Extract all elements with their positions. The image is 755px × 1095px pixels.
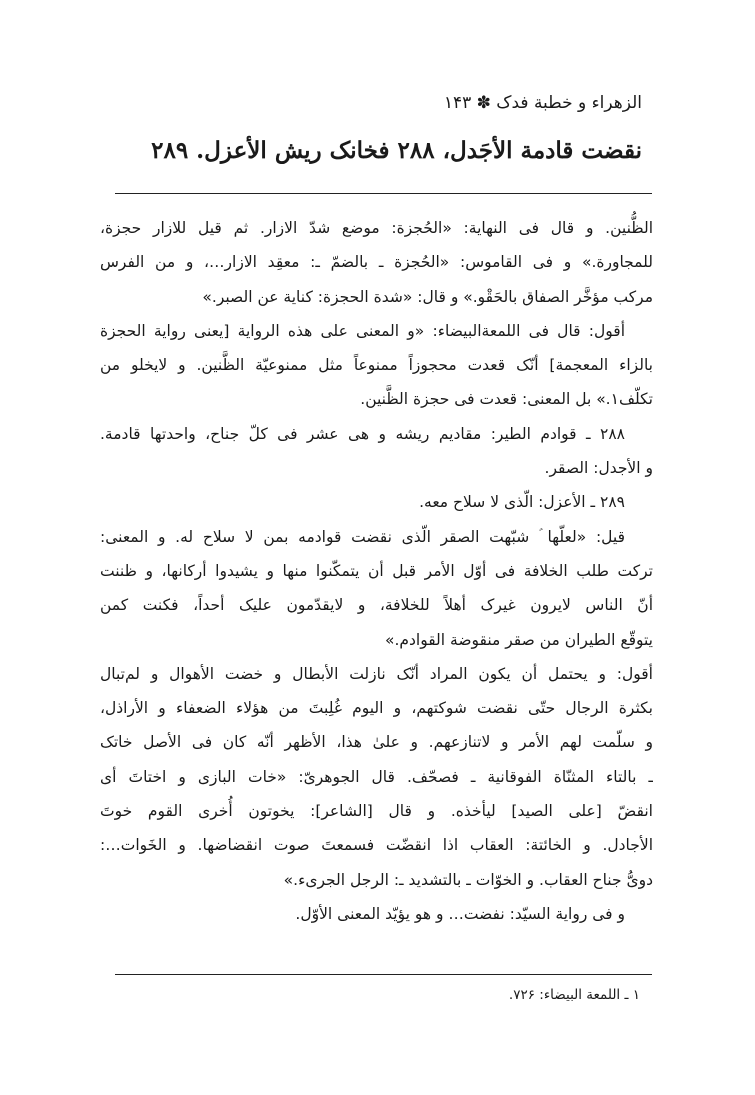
note-line: و سلّمت لهم الأمر و لاتنازعهم. و علیٰ هذا، الأظهر أنّه کان فی الأصل خاتک <box>100 733 653 752</box>
note-line: أقول: قال فی اللمعةالبیضاء: «و المعنی علی هذه الروایة [یعنی روایة الحجزة <box>100 321 625 340</box>
note-line: ـ بالتاء المثنّاة الفوقانیة ـ فصحّف. قال الجوهریّ: «خات البازی و اختاتَ أی <box>100 767 653 786</box>
note-line: ۲۸۹ ـ الأعزل: الّذی لا سلاح معه. <box>419 493 625 512</box>
note-line: و فی روایة السیّد: نفضت… و هو یؤیّد المعنی الأوّل. <box>295 904 625 923</box>
note-line: مرکب مؤخَّر الصفاق بالحَقْو.» و قال: «شدة الحجزة: کنایة عن الصبر.» <box>202 287 653 306</box>
note-line: بکثرة الرجال حتّی نقضت شوکتهم، و الیوم غُلِبتَ من هؤلاء الضعفاء و الأراذل، <box>100 699 653 718</box>
note-line: بالزاء المعجمة] أنّک قعدت محجوزاً ممنوعاً مثل ممنوعیّة الظَّنین. و لایخلو من <box>100 356 653 375</box>
note-line: للمجاورة.» و فی القاموس: «الحُجزة ـ بالضمّ ـ: معقِد الازار…، و من الفرس <box>100 253 653 272</box>
note-line: یتوقّع الطیران من صقر منقوضة القوادم.» <box>384 630 653 649</box>
commentary-notes <box>100 211 653 931</box>
note-line: الأجادل. و الخائتة: العقاب اذا انقضّت فسمعتَ صوت انقضاضها. و الخَوات…: <box>100 836 653 855</box>
note-line: أقول: و یحتمل أن یکون المراد أنّک نازلت الأبطال و خضت الأهوال و لم‌تبال <box>100 664 653 683</box>
top-divider <box>115 193 652 194</box>
footnote-divider <box>115 974 652 975</box>
running-head: الزهراء و خطبة فدک ✽ ۱۴۳ <box>443 93 642 113</box>
footnote: ۱ ـ اللمعة البیضاء: ۷۲۶. <box>508 987 640 1003</box>
note-line: تکلّف۱.» بل المعنی: قعدت فی حجزة الظَّنین. <box>360 390 653 409</box>
note-line: ۲۸۸ ـ قوادم الطیر: مقادیم ریشه و هی عشر فی کلّ جناح، واحدتها قادمة. <box>100 424 625 443</box>
note-line: الظُّنین. و قال فی النهایة: «الحُجزة: موضع شدّ الازار. ثم قیل للازار حجزة، <box>100 219 653 237</box>
sermon-verse: نقضت قادمة الأجَدل، ۲۸۸ فخانک ریش الأعزل. ۲۸۹ <box>151 137 642 164</box>
note-line: أنّ الناس لایرون غیرک أهلاً للخلافة، و لایقدّمون علیک أحداً، فکنت کمن <box>100 596 653 615</box>
note-line: دویُّ جناح العقاب. و الخوّات ـ بالتشدید ـ: الرجل الجریء.» <box>283 870 653 889</box>
note-line: و الأجدل: الصقر. <box>544 459 653 478</box>
note-line: انقضّ [علی الصید] لیأخذه. و قال [الشاعر]: یخوتون أُخری القوم خوتَ <box>100 802 653 821</box>
note-line: ترکت طلب الخلافة فی أوّل الأمر قبل أن یتمکّنوا منها و یشیدوا أرکانها، و ظننت <box>100 561 653 580</box>
note-line: قیل: «لعلّها ؑ شبّهت الصقر الّذی نقضت قوادمه بمن لا سلاح له. و المعنی: <box>100 527 625 546</box>
